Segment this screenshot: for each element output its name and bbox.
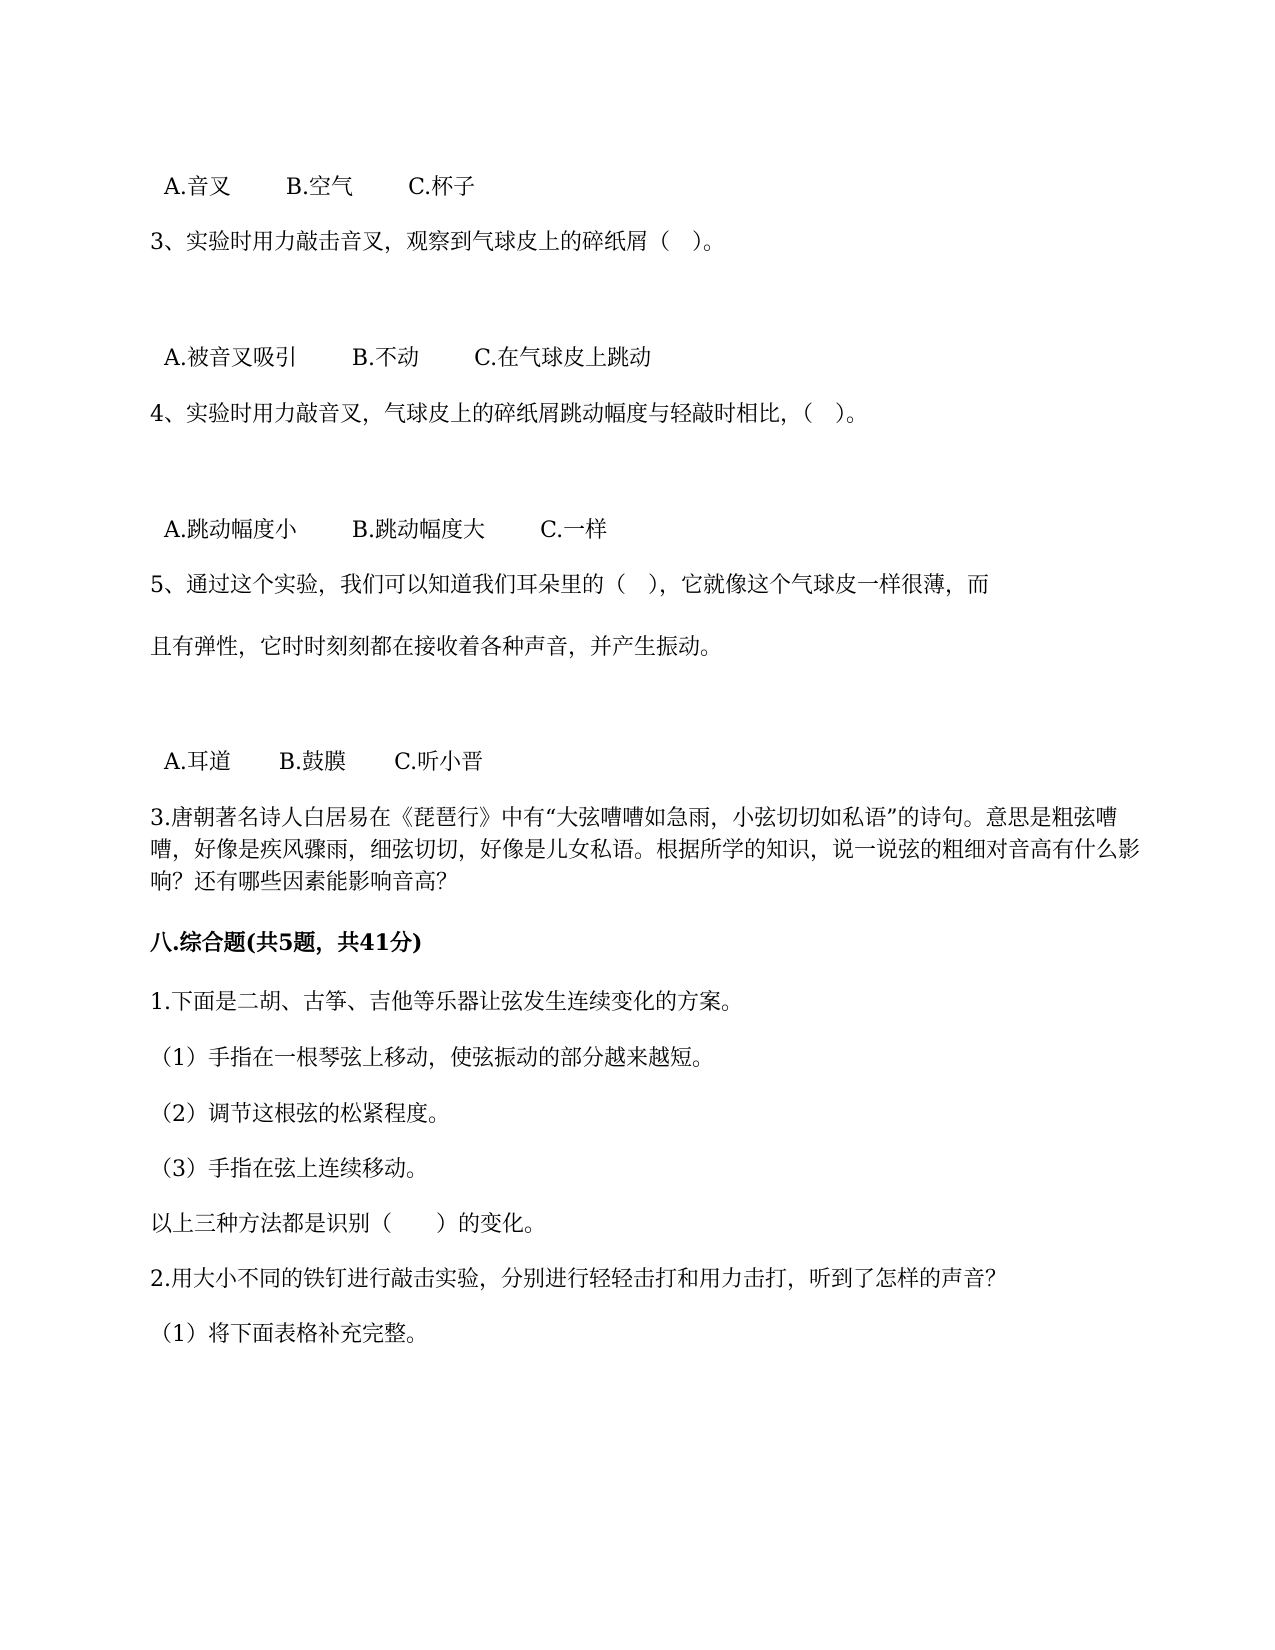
q5-option-c: C.听小晋 <box>394 750 484 775</box>
section-8-q2-intro: 2.用大小不同的铁钉进行敲击实验，分别进行轻轻击打和用力击打，听到了怎样的声音？ <box>150 1267 1007 1292</box>
q2-options <box>150 143 475 203</box>
q4-question: 4、实验时用力敲音叉，气球皮上的碎纸屑跳动幅度与轻敲时相比，（ ）。 <box>150 402 868 427</box>
q3-options <box>150 314 651 374</box>
q5-options <box>150 718 483 778</box>
q2-option-a: A.音叉 <box>164 175 231 200</box>
q4-option-b: B.跳动幅度大 <box>351 518 486 543</box>
q5-option-a: A.耳道 <box>164 750 231 775</box>
q3-option-b: B.不动 <box>351 346 420 371</box>
q5-question-line2: 且有弹性，它时时刻刻都在接收着各种声音，并产生振动。 <box>150 635 723 660</box>
q3-question: 3、实验时用力敲击音叉，观察到气球皮上的碎纸屑（ ）。 <box>150 230 725 255</box>
section-8-q1-item-1: （1）手指在一根琴弦上移动，使弦振动的部分越来越短。 <box>150 1046 714 1071</box>
section-8-q1-item-2: （2）调节这根弦的松紧程度。 <box>150 1102 450 1127</box>
q2-option-c: C.杯子 <box>408 175 476 200</box>
q5-question-line1: 5、通过这个实验，我们可以知道我们耳朵里的（ ），它就像这个气球皮一样很薄，而 <box>150 573 989 598</box>
q4-options <box>150 486 607 546</box>
section-8-q2-sub1: （1）将下面表格补充完整。 <box>150 1322 428 1347</box>
q3-option-c: C.在气球皮上跳动 <box>474 346 652 371</box>
section-8-q1-conclusion: 以上三种方法都是识别（ ）的变化。 <box>150 1212 547 1237</box>
pipa-question: 3.唐朝著名诗人白居易在《琵琶行》中有“大弦嘈嘈如急雨，小弦切切如私语”的诗句。意思是粗弦嘈嘈，好像是疾风骤雨，细弦切切，好像是儿女私语。根据所学的知识，说一说弦的粗细对音高有什么影响？还有哪些因素能影响音高？ <box>150 806 1141 895</box>
q5-option-b: B.鼓膜 <box>278 750 347 775</box>
section-8-q1-intro: 1.下面是二胡、古筝、吉他等乐器让弦发生连续变化的方案。 <box>150 990 743 1015</box>
section-8-title: 八.综合题(共5题，共41分) <box>150 930 423 956</box>
section-8-q1-item-3: （3）手指在弦上连续移动。 <box>150 1157 428 1182</box>
q4-option-a: A.跳动幅度小 <box>164 518 297 543</box>
q3-option-a: A.被音叉吸引 <box>164 346 297 371</box>
q4-option-c: C.一样 <box>540 518 608 543</box>
q2-option-b: B.空气 <box>285 175 354 200</box>
